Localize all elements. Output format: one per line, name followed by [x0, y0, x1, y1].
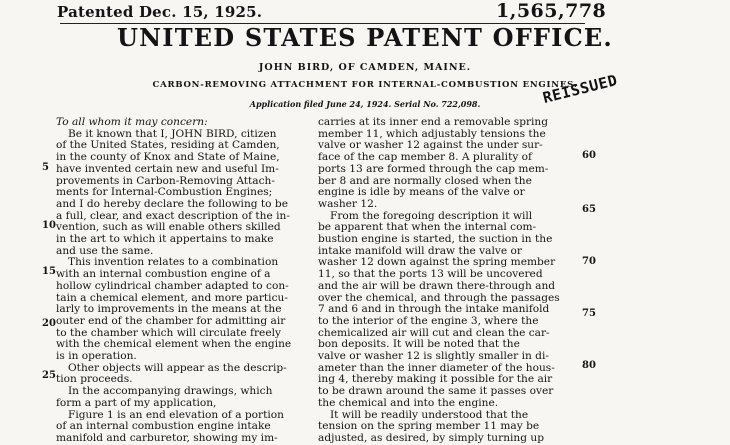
text-line: intake manifold will draw the valve or	[318, 244, 522, 257]
text-line: to the interior of the engine 3, where the	[318, 314, 539, 327]
line-number: 15	[42, 266, 56, 277]
text-line: chemicalized air will cut and clean the car-	[318, 326, 550, 339]
text-line: ameter than the inner diameter of the hous-	[318, 361, 555, 374]
text-line: member 11, which adjustably tensions the	[318, 127, 546, 140]
text-line: with the chemical element when the engine	[56, 338, 292, 351]
text-line: face of the cap member 8. A plurality of	[318, 151, 532, 164]
text-line: and use the same.	[56, 244, 154, 257]
text-line: tion proceeds.	[56, 373, 133, 386]
patent-number: 1,565,778	[496, 0, 607, 22]
text-line: valve or washer 12 against the under sur-	[318, 139, 543, 152]
line-number: 20	[42, 318, 56, 329]
line-number: 10	[42, 220, 56, 231]
inventor-line: JOHN BIRD, OF CAMDEN, MAINE.	[258, 62, 472, 73]
text-line: From the foregoing description it will	[330, 209, 533, 222]
text-line: washer 12.	[318, 197, 378, 210]
text-line: and I do hereby declare the following to be	[56, 197, 288, 210]
text-line: valve or washer 12 is slightly smaller in di-	[318, 350, 549, 363]
line-number: 75	[582, 308, 596, 319]
text-line: It will be readily understood that the	[330, 408, 529, 421]
application-line: Application filed June 24, 1924. Serial No. 722,098.	[249, 99, 481, 109]
text-line: manifold and carburetor, showing my im-	[56, 431, 278, 444]
line-number: 80	[582, 360, 596, 371]
text-line: have invented certain new and useful Im-	[56, 162, 279, 175]
text-line: over the chemical, and through the passages	[318, 291, 560, 304]
text-line: form a part of my application,	[56, 396, 217, 409]
text-line: larly to improvements in the means at the	[56, 303, 282, 316]
text-line: with an internal combustion engine of a	[56, 268, 271, 281]
text-line: Other objects will appear as the descrip-	[68, 361, 287, 374]
text-line: outer end of the chamber for admitting air	[56, 314, 286, 327]
text-line: Figure 1 is an end elevation of a portion	[68, 408, 284, 421]
line-number: 65	[582, 204, 596, 215]
text-line: tain a chemical element, and more particu-	[56, 291, 288, 304]
left-column	[56, 117, 304, 445]
text-line: be apparent that when the internal com-	[318, 221, 537, 234]
patented-date: Patented Dec. 15, 1925.	[57, 3, 263, 21]
text-line: carries at its inner end a removable spring	[318, 116, 549, 128]
text-line: ber 8 and are normally closed when the	[318, 174, 532, 187]
text-line: bon deposits. It will be noted that the	[318, 338, 520, 351]
invention-title: CARBON-REMOVING ATTACHMENT FOR INTERNAL-COMBUSTION ENGINES.	[152, 80, 578, 90]
text-line: provements in Carbon-Removing Attach-	[56, 174, 275, 187]
text-line: and the air will be drawn there-through and	[318, 279, 556, 292]
text-line: ing 4, thereby making it possible for the air	[318, 373, 553, 386]
office-title: UNITED STATES PATENT OFFICE.	[117, 23, 613, 52]
line-number: 5	[42, 162, 49, 173]
line-number: 70	[582, 256, 596, 267]
line-number: 25	[42, 370, 56, 381]
text-line: adjusted, as desired, by simply turning up	[318, 431, 544, 444]
salutation: To all whom it may concern:	[56, 116, 208, 128]
text-line: 7 and 6 and in through the intake manifold	[318, 303, 550, 316]
text-line: tension on the spring member 11 may be	[318, 420, 540, 433]
reissued-stamp: REISSUED	[540, 71, 620, 107]
text-line: hollow cylindrical chamber adapted to con-	[56, 279, 289, 292]
text-line: washer 12 down against the spring member	[318, 256, 556, 269]
right-column	[318, 117, 580, 445]
line-number: 60	[582, 150, 596, 161]
text-line: of the United States, residing at Camden,	[56, 139, 280, 152]
text-line: This invention relates to a combination	[68, 256, 279, 269]
text-line: to be drawn around the same it passes over	[318, 385, 554, 398]
text-line: the chemical and into the engine.	[318, 396, 499, 409]
text-line: of an internal combustion engine intake	[56, 420, 271, 433]
text-line: engine is idle by means of the valve or	[318, 186, 525, 199]
text-line: Be it known that I, JOHN BIRD, citizen	[68, 127, 277, 140]
text-line: bustion engine is started, the suction in the	[318, 233, 553, 246]
text-line: in the art to which it appertains to make	[56, 233, 274, 246]
text-line: 11, so that the ports 13 will be uncovered	[318, 268, 543, 281]
text-line: to the chamber which will circulate freely	[56, 326, 281, 339]
text-line: ports 13 are formed through the cap mem-	[318, 162, 549, 175]
text-line: In the accompanying drawings, which	[68, 385, 273, 398]
text-line: vention, such as will enable others skilled	[56, 221, 281, 234]
text-line: ments for Internal-Combustion Engines;	[56, 186, 273, 199]
text-line: a full, clear, and exact description of the in-	[56, 209, 290, 222]
text-line: is in operation.	[56, 350, 137, 363]
text-line: in the county of Knox and State of Maine,	[56, 151, 280, 164]
